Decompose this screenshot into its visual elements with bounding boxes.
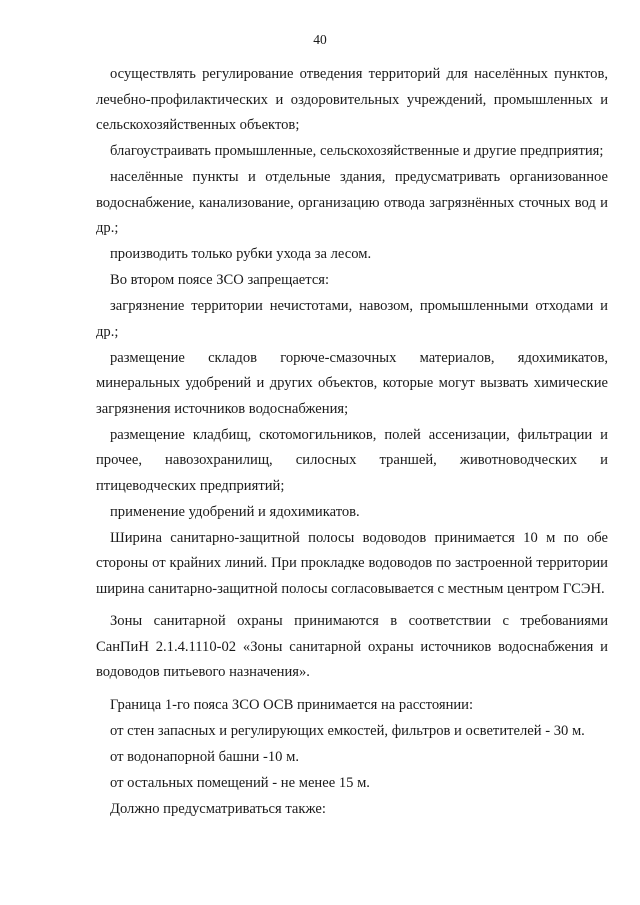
paragraph: загрязнение территории нечистотами, навозом, промышленными отходами и др.; [96, 298, 608, 340]
paragraph: размещение складов горюче-смазочных материалов, ядохимикатов, минеральных удобрений и других объектов, которые могут вызвать химические загрязнения источников водоснабжения; [96, 349, 608, 417]
paragraph: Зоны санитарной охраны принимаются в соответствии с требованиями СанПиН 2.1.4.1110-02 «Зоны санитарной охраны источников водоснабжения и водоводов питьевого назначения». [96, 613, 608, 680]
paragraph: применение удобрений и ядохимикатов. [110, 503, 360, 520]
paragraph: Граница 1-го пояса ЗСО ОСВ принимается на расстоянии: [110, 696, 474, 713]
page-number: 40 [313, 32, 327, 47]
paragraph: от водонапорной башни -10 м. [110, 748, 299, 765]
paragraph: от стен запасных и регулирующих емкостей, фильтров и осветителей - 30 м. [110, 722, 585, 739]
paragraph: Ширина санитарно-защитной полосы водоводов принимается 10 м по обе стороны от крайних линий. При прокладке водоводов по застроенной территории ширина санитарно-защитной полосы согласовывается с местным центром ГСЭН. [96, 529, 608, 597]
paragraph: от остальных помещений - не менее 15 м. [110, 774, 370, 791]
paragraph: населённые пункты и отдельные здания, предусматривать организованное водоснабжение, канализование, организацию отвода загрязнённых сточных вод и др.; [96, 169, 608, 236]
paragraph: осуществлять регулирование отведения территорий для населённых пунктов, лечебно-профилактических и оздоровительных учреждений, промышленных и сельскохозяйственных объектов; [96, 66, 608, 133]
paragraph: Во втором поясе ЗСО запрещается: [110, 272, 330, 288]
paragraph: благоустраивать промышленные, сельскохозяйственные и другие предприятия; [110, 143, 604, 159]
paragraph: производить только рубки ухода за лесом. [110, 246, 372, 262]
paragraph: Должно предусматриваться также: [110, 800, 326, 817]
document-body [96, 62, 608, 822]
paragraph: размещение кладбищ, скотомогильников, полей ассенизации, фильтрации и прочее, навозохранилищ, силосных траншей, животноводческих и птицеводческих предприятий; [96, 426, 608, 494]
